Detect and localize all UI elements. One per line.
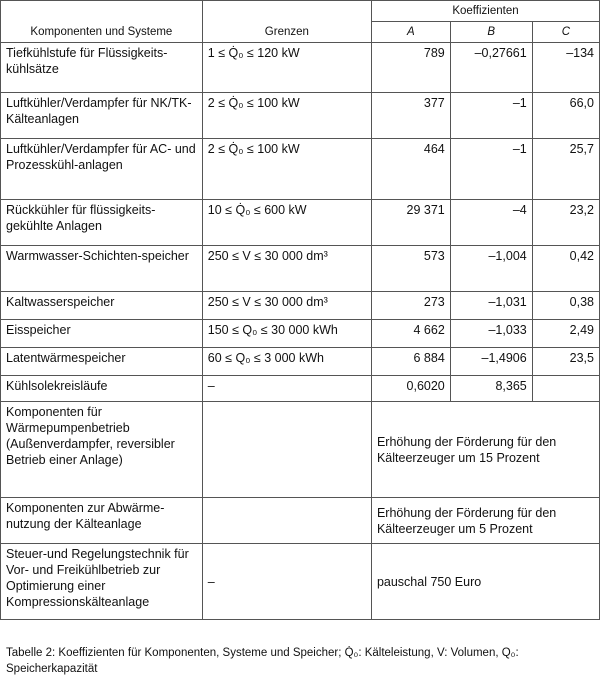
header-coef-c: C bbox=[532, 22, 599, 43]
limit-cell: 250 ≤ V ≤ 30 000 dm³ bbox=[202, 292, 371, 320]
coef-b-cell: –4 bbox=[450, 200, 532, 246]
funding-note-cell: pauschal 750 Euro bbox=[371, 544, 599, 620]
coef-c-cell: –134 bbox=[532, 43, 599, 93]
coef-c-cell: 2,49 bbox=[532, 320, 599, 348]
coef-a-cell: 4 662 bbox=[371, 320, 450, 348]
table-row bbox=[1, 292, 600, 320]
limit-cell: 10 ≤ Q̇₀ ≤ 600 kW bbox=[202, 200, 371, 246]
table-row bbox=[1, 246, 600, 292]
funding-note-cell: Erhöhung der Förderung für den Kälteerzeuger um 15 Prozent bbox=[371, 402, 599, 498]
component-cell: Latentwärmespeicher bbox=[1, 348, 203, 376]
coef-a-cell: 29 371 bbox=[371, 200, 450, 246]
table-row bbox=[1, 139, 600, 200]
coef-c-cell: 66,0 bbox=[532, 93, 599, 139]
coef-b-cell: –1,031 bbox=[450, 292, 532, 320]
header-coefficients: Koeffizienten bbox=[371, 1, 599, 22]
coef-a-cell: 789 bbox=[371, 43, 450, 93]
header-coef-a: A bbox=[371, 22, 450, 43]
limit-cell: 250 ≤ V ≤ 30 000 dm³ bbox=[202, 246, 371, 292]
coef-b-cell: –1,004 bbox=[450, 246, 532, 292]
table-row bbox=[1, 93, 600, 139]
component-cell: Tiefkühlstufe für Flüssigkeits-kühlsätze bbox=[1, 43, 203, 93]
header-coef-b: B bbox=[450, 22, 532, 43]
limit-cell bbox=[202, 498, 371, 544]
coef-a-cell: 273 bbox=[371, 292, 450, 320]
coef-b-cell: –1,4906 bbox=[450, 348, 532, 376]
component-cell: Warmwasser-Schichten-speicher bbox=[1, 246, 203, 292]
limit-cell: 60 ≤ Q₀ ≤ 3 000 kWh bbox=[202, 348, 371, 376]
limit-cell: 150 ≤ Q₀ ≤ 30 000 kWh bbox=[202, 320, 371, 348]
table-row bbox=[1, 402, 600, 498]
table-row bbox=[1, 43, 600, 93]
limit-cell bbox=[202, 402, 371, 498]
table-row bbox=[1, 498, 600, 544]
coef-c-cell bbox=[532, 376, 599, 402]
coef-a-cell: 573 bbox=[371, 246, 450, 292]
coef-b-cell: 8,365 bbox=[450, 376, 532, 402]
limit-cell: – bbox=[202, 376, 371, 402]
component-cell: Rückkühler für flüssigkeits-gekühlte Anlagen bbox=[1, 200, 203, 246]
table-row bbox=[1, 376, 600, 402]
coef-c-cell: 23,5 bbox=[532, 348, 599, 376]
component-cell: Eisspeicher bbox=[1, 320, 203, 348]
component-cell: Kaltwasserspeicher bbox=[1, 292, 203, 320]
component-cell: Komponenten zur Abwärme-nutzung der Kälteanlage bbox=[1, 498, 203, 544]
coef-c-cell: 25,7 bbox=[532, 139, 599, 200]
table-row bbox=[1, 348, 600, 376]
coef-c-cell: 0,42 bbox=[532, 246, 599, 292]
limit-cell: 2 ≤ Q̇₀ ≤ 100 kW bbox=[202, 139, 371, 200]
limit-cell: – bbox=[202, 544, 371, 620]
header-limits: Grenzen bbox=[202, 1, 371, 43]
header-components: Komponenten und Systeme bbox=[1, 1, 203, 43]
coef-b-cell: –1 bbox=[450, 93, 532, 139]
coef-c-cell: 23,2 bbox=[532, 200, 599, 246]
component-cell: Steuer-und Regelungstechnik für Vor- und Freikühlbetrieb zur Optimierung einer Kompressionskälteanlage bbox=[1, 544, 203, 620]
coef-a-cell: 377 bbox=[371, 93, 450, 139]
table-row bbox=[1, 320, 600, 348]
table-caption: Tabelle 2: Koeffizienten für Komponenten, Systeme und Speicher; Q̇₀: Kälteleistung, V: Volumen, Q₀: Speicherkapazität bbox=[6, 647, 519, 675]
component-cell: Komponenten für Wärmepumpenbetrieb (Außenverdampfer, reversibler Betrieb einer Anlage) bbox=[1, 402, 203, 498]
component-cell: Luftkühler/Verdampfer für NK/TK-Kälteanlagen bbox=[1, 93, 203, 139]
coef-a-cell: 464 bbox=[371, 139, 450, 200]
funding-note-cell: Erhöhung der Förderung für den Kälteerzeuger um 5 Prozent bbox=[371, 498, 599, 544]
table-row bbox=[1, 544, 600, 620]
coef-c-cell: 0,38 bbox=[532, 292, 599, 320]
coef-a-cell: 0,6020 bbox=[371, 376, 450, 402]
component-cell: Kühlsolekreisläufe bbox=[1, 376, 203, 402]
coef-a-cell: 6 884 bbox=[371, 348, 450, 376]
coef-b-cell: –1 bbox=[450, 139, 532, 200]
limit-cell: 2 ≤ Q̇₀ ≤ 100 kW bbox=[202, 93, 371, 139]
coef-b-cell: –1,033 bbox=[450, 320, 532, 348]
limit-cell: 1 ≤ Q̇₀ ≤ 120 kW bbox=[202, 43, 371, 93]
coef-b-cell: –0,27661 bbox=[450, 43, 532, 93]
component-cell: Luftkühler/Verdampfer für AC- und Prozesskühl-anlagen bbox=[1, 139, 203, 200]
table-row bbox=[1, 200, 600, 246]
